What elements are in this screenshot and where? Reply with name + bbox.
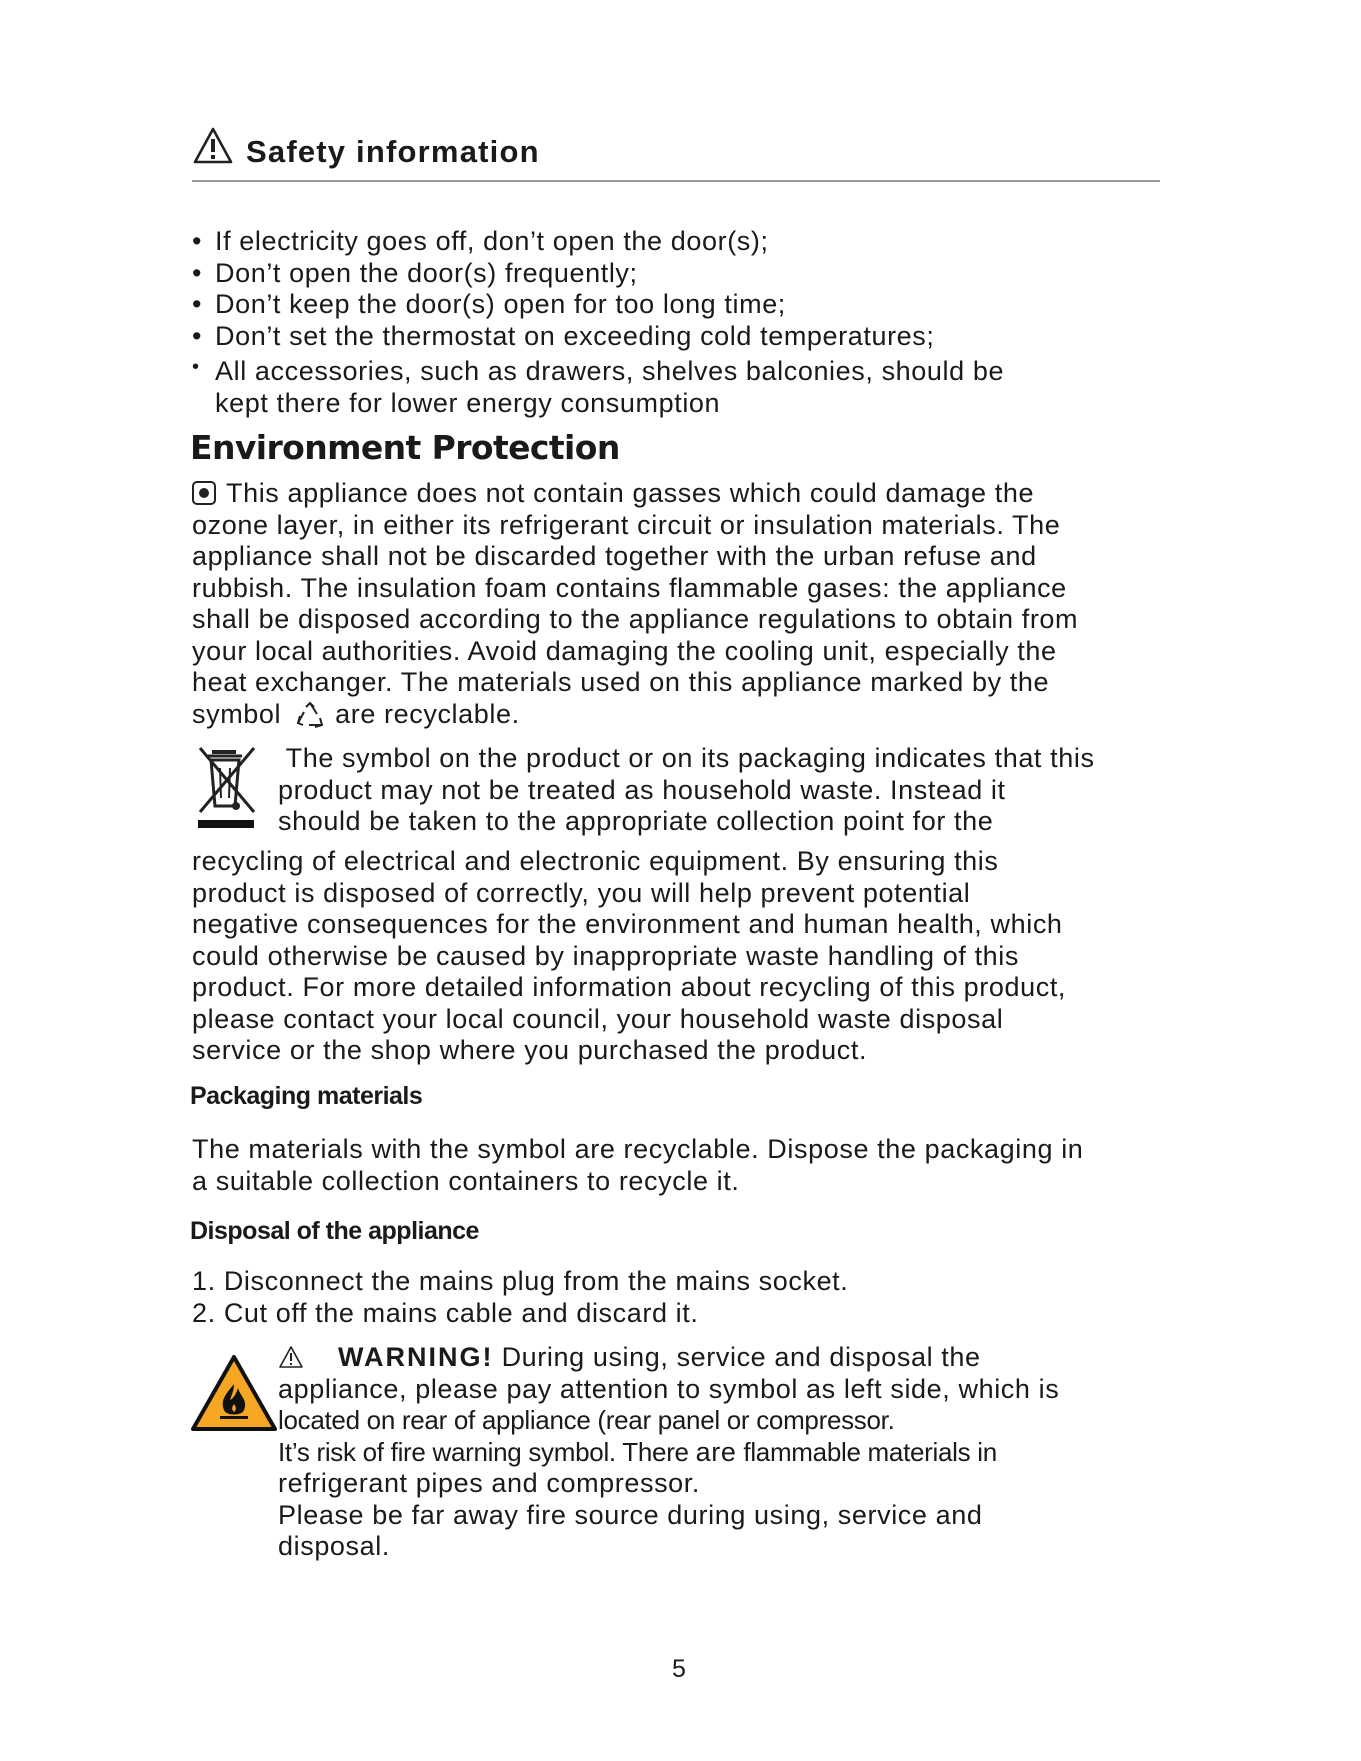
list-item: • All accessories, such as drawers, shelves balconies, should be xyxy=(192,356,1005,386)
crossed-out-wheelie-bin-icon xyxy=(196,744,258,830)
flammable-warning-icon xyxy=(190,1354,278,1432)
list-item-continuation: kept there for lower energy consumption xyxy=(215,387,721,418)
list-item: • If electricity goes off, don’t open the door(s); xyxy=(192,226,769,256)
page-number: 5 xyxy=(672,1655,686,1683)
weee-paragraph: The symbol on the product or on its packaging indicates that this product may not be treated as household waste. Instead it should be taken to the appropriate collection point for the xyxy=(278,743,1095,836)
packaging-paragraph: The materials with the symbol are recyclable. Dispose the packaging in a suitable collection containers to recycle it. xyxy=(192,1134,1084,1196)
warning-block: WARNING! During using, service and disposal the appliance, please pay attention to symbol as left side, which is located on rear of appliance (rear panel or compressor. It’s risk of fire warning symbol. There are flammable materials in refrigerant pipes and compressor. Please be far away fire source during using, service and disposal. xyxy=(278,1342,1060,1561)
list-item: • Don’t set the thermostat on exceeding cold temperatures; xyxy=(192,320,935,351)
disposal-heading: Disposal of the appliance xyxy=(190,1217,479,1245)
ozone-safe-icon xyxy=(192,481,216,505)
environment-heading: Environment Protection xyxy=(190,428,620,467)
packaging-heading: Packaging materials xyxy=(190,1082,423,1110)
warning-triangle-icon xyxy=(192,126,234,166)
list-item: 2. Cut off the mains cable and discard it. xyxy=(192,1297,699,1328)
page-title: Safety information xyxy=(246,134,540,169)
weee-paragraph-continued: recycling of electrical and electronic equipment. By ensuring this product is disposed of correctly, you will help prevent potential negative consequences for the environment and human health, which could otherwise be caused by inappropriate waste handling of this product. For more detailed information about recycling of this product, please contact your local council, your household waste disposal service or the shop where you purchased the product. xyxy=(192,846,1067,1065)
environment-paragraph: This appliance does not contain gasses which could damage the ozone layer, in either its refrigerant circuit or insulation materials. The appliance shall not be discarded together with the urban refuse and rubbish. The insulation foam contains flammable gases: the appliance shall be disposed according to the appliance regulations to obtain from your local authorities. Avoid damaging the cooling unit, especially the heat exchanger. The materials used on this appliance marked by the symbol are recyclable. xyxy=(192,478,1079,729)
recycle-icon xyxy=(295,701,325,731)
list-item: • Don’t open the door(s) frequently; xyxy=(192,257,638,288)
safety-bullet-list xyxy=(192,226,1152,419)
list-item: 1. Disconnect the mains plug from the mains socket. xyxy=(192,1266,849,1296)
disposal-steps xyxy=(192,1266,1152,1329)
warning-triangle-icon xyxy=(278,1345,304,1369)
title-divider xyxy=(192,180,1160,182)
warning-label: WARNING! xyxy=(338,1342,494,1372)
list-item: • Don’t keep the door(s) open for too long time; xyxy=(192,289,786,319)
